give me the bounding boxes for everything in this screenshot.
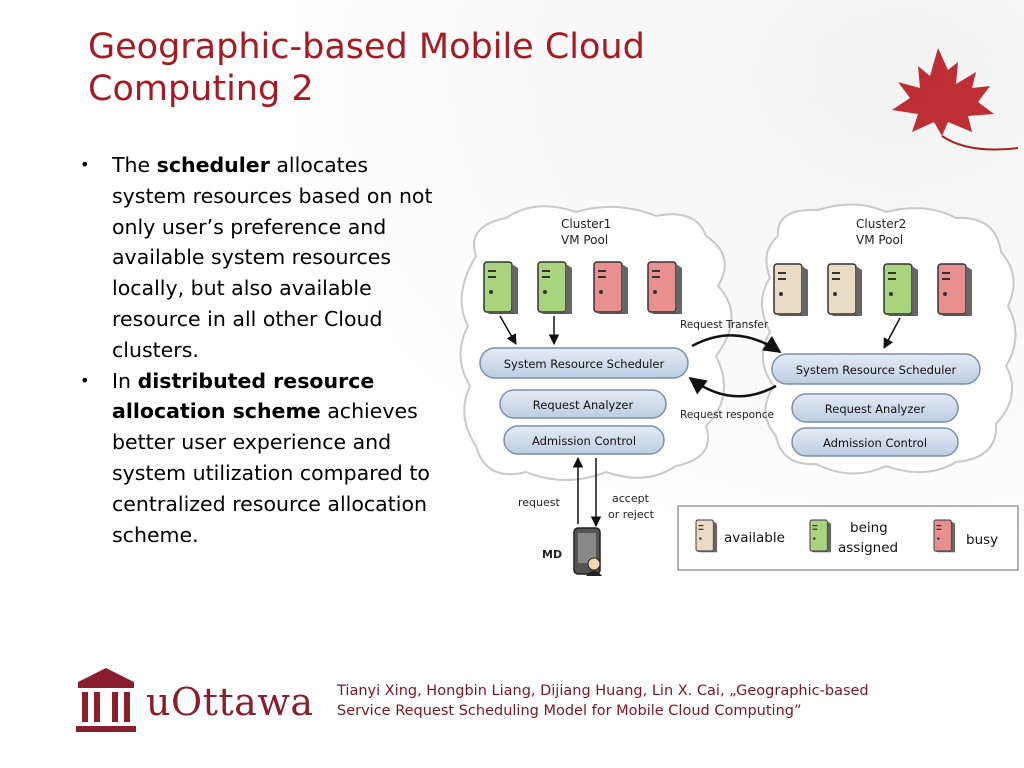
bullet1-pre: The — [112, 153, 157, 177]
cluster1-title: Cluster1 — [561, 217, 612, 231]
citation — [337, 681, 987, 721]
cluster1-pool: VM Pool — [561, 233, 609, 247]
cluster2-title: Cluster2 — [856, 217, 907, 231]
legend-being-1: being — [850, 520, 888, 536]
bullet1-post: allocates system resources based on not only user’s preference and available system resources locally, but also available resource in all other Cloud clusters. — [112, 153, 433, 362]
vm-server-icon — [938, 264, 972, 316]
uottawa-logo-icon — [74, 664, 138, 736]
legend-being-assigned-icon — [810, 520, 831, 552]
title-line-1: Geographic-based Mobile Cloud — [88, 27, 645, 67]
bullet1-bold: scheduler — [156, 153, 270, 177]
vm-server-icon — [884, 264, 918, 316]
bullet-item-scheduler — [80, 150, 445, 366]
cluster1-admission-label: Admission Control — [531, 434, 637, 448]
slide-title — [88, 26, 748, 110]
md-label: MD — [542, 548, 563, 561]
title-line-2: Computing 2 — [88, 69, 314, 109]
bullet-dot-icon: • — [80, 155, 90, 174]
scheduling-diagram — [456, 196, 1024, 580]
legend-busy: busy — [966, 532, 999, 548]
uottawa-wordmark: uOttawa — [146, 680, 314, 724]
mobile-device-icon — [574, 528, 602, 576]
cluster1-scheduler-label: System Resource Scheduler — [503, 357, 665, 371]
bullet2-pre: In — [112, 368, 138, 393]
cluster2-scheduler-label: System Resource Scheduler — [795, 363, 957, 377]
cluster2-analyzer-label: Request Analyzer — [824, 402, 926, 416]
legend-being-2: assigned — [838, 540, 899, 556]
vm-server-icon — [774, 264, 808, 316]
cluster2-admission-label: Admission Control — [822, 436, 928, 450]
bullet2-bold: distributed resource allocation scheme — [112, 368, 375, 424]
legend-busy-icon — [934, 520, 955, 552]
vm-server-icon — [594, 262, 628, 314]
bullet-list — [80, 150, 445, 550]
request-response-label: Request responce — [680, 409, 774, 421]
cluster2-pool: VM Pool — [856, 233, 904, 247]
cluster1-analyzer-label: Request Analyzer — [532, 398, 634, 412]
bullet-dot-icon: • — [80, 370, 90, 390]
bullet-item-distributed — [80, 366, 445, 551]
maple-leaf-icon — [868, 36, 1024, 156]
citation-line-1: Tianyi Xing, Hongbin Liang, Dijiang Huang, Lin X. Cai, „Geographic-based — [337, 683, 869, 699]
vm-server-icon — [538, 262, 572, 314]
request-transfer-label: Request Transfer — [680, 319, 769, 331]
accept-label-2: or reject — [608, 508, 654, 521]
request-label: request — [518, 496, 560, 509]
vm-server-icon — [484, 262, 518, 314]
accept-label-1: accept — [612, 492, 649, 505]
citation-line-2: Service Request Scheduling Model for Mobile Cloud Computing” — [337, 703, 802, 719]
vm-server-icon — [828, 264, 862, 316]
legend-available-icon — [696, 520, 717, 552]
legend-available: available — [724, 530, 785, 546]
bullet2-post: achieves better user experience and system utilization compared to centralized resource allocation scheme. — [112, 399, 430, 547]
vm-server-icon — [648, 262, 682, 314]
